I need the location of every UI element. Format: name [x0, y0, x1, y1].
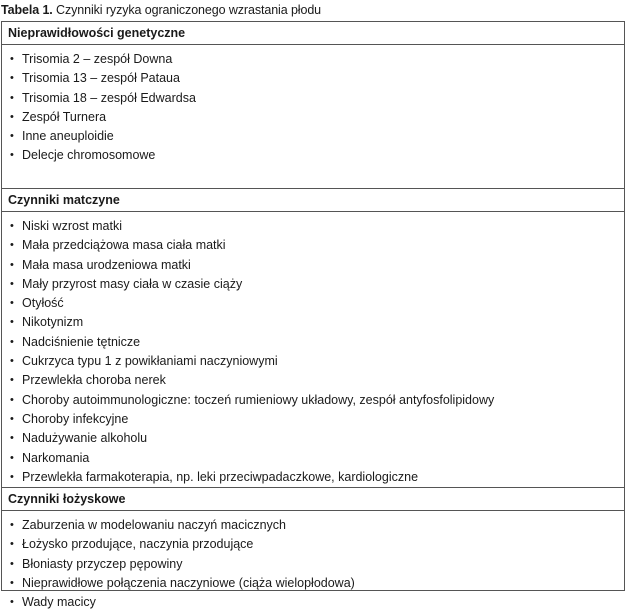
section-header-genetic: Nieprawidłowości genetyczne — [2, 22, 624, 45]
bullet-icon: • — [10, 110, 14, 123]
list-item — [2, 516, 624, 535]
list-item — [2, 108, 624, 127]
bullet-icon: • — [10, 277, 14, 290]
section-header-maternal: Czynniki matczyne — [2, 189, 624, 212]
list-item — [2, 555, 624, 574]
bullet-icon: • — [10, 316, 14, 329]
list-item — [2, 352, 624, 371]
risk-factors-table — [1, 21, 625, 610]
list-item-text: Choroby autoimmunologiczne: toczeń rumieniowy układowy, zespół antyfosfolipidowy — [22, 392, 495, 407]
bullet-icon: • — [10, 220, 14, 232]
table-caption-label: Tabela 1. — [1, 3, 53, 17]
bullet-icon: • — [10, 258, 14, 271]
list-item — [2, 217, 624, 236]
list-item-text: Niski wzrost matki — [22, 219, 123, 233]
bullet-icon: • — [10, 576, 14, 589]
list-item — [2, 313, 624, 332]
table-caption — [1, 2, 321, 18]
list-item-text: Narkomania — [22, 450, 90, 465]
bullet-icon: • — [10, 53, 14, 65]
list-item-text: Otyłość — [22, 296, 64, 311]
list-item — [2, 127, 624, 146]
list-item-text: Cukrzyca typu 1 z powikłaniami naczyniowymi — [22, 354, 278, 369]
list-item-text: Zespół Turnera — [22, 109, 107, 124]
list-item — [2, 371, 624, 390]
bullet-icon: • — [10, 297, 14, 310]
list-item — [2, 69, 624, 88]
list-item — [2, 429, 624, 448]
bullet-icon: • — [10, 149, 14, 162]
list-item-text: Mała przedciążowa masa ciała matki — [22, 238, 226, 253]
bullet-icon: • — [10, 335, 14, 348]
list-item — [2, 593, 624, 612]
bullet-icon: • — [10, 412, 14, 425]
bullet-icon: • — [10, 538, 14, 551]
section-body-maternal — [2, 212, 624, 488]
list-item — [2, 50, 624, 69]
list-item — [2, 275, 624, 294]
bullet-icon: • — [10, 91, 14, 104]
bullet-icon: • — [10, 596, 14, 609]
table-caption-text: Czynniki ryzyka ograniczonego wzrastania płodu — [56, 3, 322, 17]
list-item — [2, 294, 624, 313]
list-item — [2, 146, 624, 165]
list-item — [2, 236, 624, 255]
list-item-text: Mały przyrost masy ciała w czasie ciąży — [22, 276, 243, 291]
list-item-text: Nieprawidłowe połączenia naczyniowe (ciąża wielopłodowa) — [22, 575, 355, 590]
list-item-text: Łożysko przodujące, naczynia przodujące — [22, 537, 254, 552]
list-item-text: Nikotynizm — [22, 315, 84, 330]
list-item-text: Nadużywanie alkoholu — [22, 431, 148, 446]
list-item — [2, 574, 624, 593]
list-item-text: Choroby infekcyjne — [22, 411, 129, 426]
list-item — [2, 535, 624, 554]
bullet-icon: • — [10, 470, 14, 483]
list-item — [2, 449, 624, 468]
list-item-text: Mała masa urodzeniowa matki — [22, 257, 191, 272]
bullet-icon: • — [10, 557, 14, 570]
bullet-icon: • — [10, 374, 14, 387]
list-item-text: Przewlekła farmakoterapia, np. leki przeciwpadaczkowe, kardiologiczne — [22, 469, 419, 484]
bullet-icon: • — [10, 451, 14, 464]
list-item-text: Wady macicy — [22, 595, 96, 610]
list-item — [2, 89, 624, 108]
bullet-icon: • — [10, 393, 14, 406]
list-item — [2, 256, 624, 275]
list-item — [2, 410, 624, 429]
bullet-icon: • — [10, 130, 14, 143]
list-item-text: Przewlekła choroba nerek — [22, 373, 166, 388]
bullet-icon: • — [10, 432, 14, 445]
list-item-text: Błoniasty przyczep pępowiny — [22, 556, 183, 571]
bullet-icon: • — [10, 72, 14, 85]
list-item-text: Nadciśnienie tętnicze — [22, 334, 141, 349]
bullet-icon: • — [10, 519, 14, 531]
list-item-text: Trisomia 18 – zespół Edwardsa — [22, 90, 196, 105]
section-body-placental — [2, 511, 624, 612]
list-item-text: Trisomia 13 – zespół Pataua — [22, 71, 180, 86]
section-body-genetic — [2, 45, 624, 189]
list-item — [2, 468, 624, 487]
section-header-placental: Czynniki łożyskowe — [2, 488, 624, 511]
list-item-text: Delecje chromosomowe — [22, 148, 156, 163]
list-item-text: Zaburzenia w modelowaniu naczyń macicznych — [22, 518, 287, 532]
bullet-icon: • — [10, 355, 14, 368]
list-item — [2, 391, 624, 410]
bullet-icon: • — [10, 239, 14, 252]
list-item-text: Inne aneuploidie — [22, 129, 114, 144]
list-item-text: Trisomia 2 – zespół Downa — [22, 52, 173, 66]
list-item — [2, 333, 624, 352]
